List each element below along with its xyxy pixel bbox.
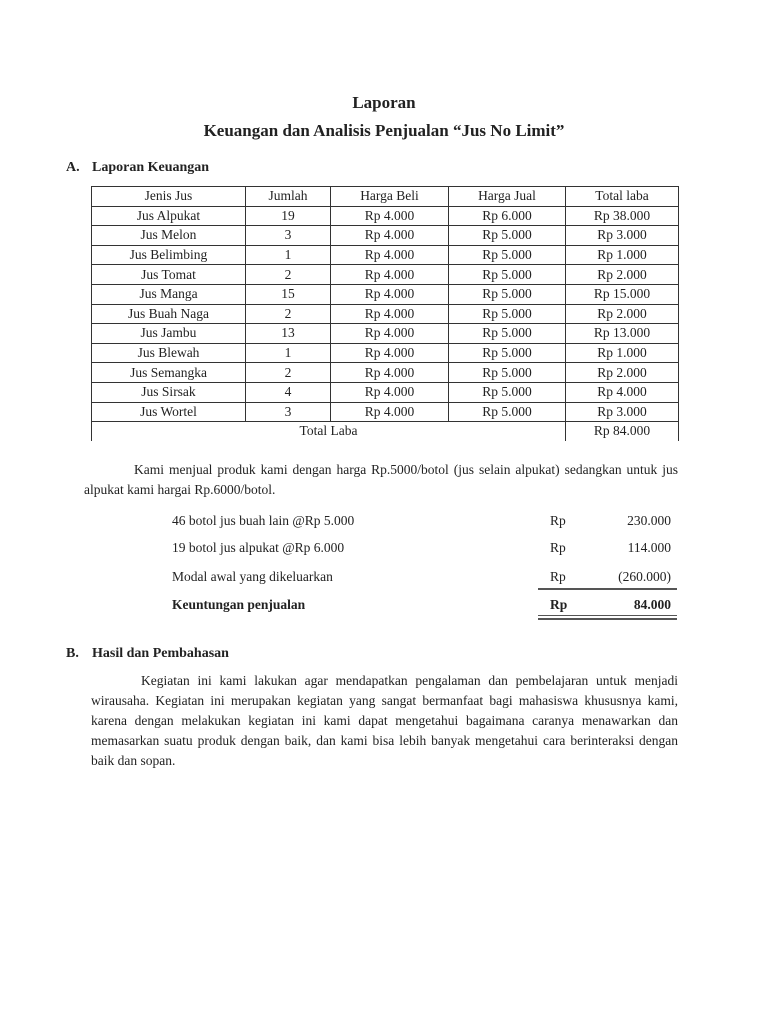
- table-total-row: [92, 422, 679, 441]
- cell: Rp 4.000: [331, 363, 449, 383]
- total-label: Total Laba: [92, 422, 566, 441]
- cell: Rp 4.000: [331, 284, 449, 304]
- cell: Jus Alpukat: [92, 206, 246, 226]
- summary-amount: 230.000: [627, 513, 671, 528]
- summary-row: [172, 569, 677, 589]
- total-value: Rp 84.000: [566, 422, 679, 441]
- cell: Rp 5.000: [449, 245, 566, 265]
- cell: Rp 5.000: [449, 343, 566, 363]
- cell: Rp 5.000: [449, 402, 566, 422]
- section-b-heading: [66, 646, 229, 662]
- header-harga-jual: Harga Jual: [449, 187, 566, 207]
- cell: Jus Sirsak: [92, 382, 246, 402]
- cell: 4: [246, 382, 331, 402]
- table-row: [92, 343, 679, 363]
- double-rule-top: [538, 615, 677, 616]
- header-jumlah: Jumlah: [246, 187, 331, 207]
- table-row: [92, 382, 679, 402]
- table-row: [92, 363, 679, 383]
- cell: Rp 5.000: [449, 265, 566, 285]
- cell: Jus Belimbing: [92, 245, 246, 265]
- cell: Rp 4.000: [331, 245, 449, 265]
- table-row: [92, 402, 679, 422]
- cell: 2: [246, 304, 331, 324]
- summary-currency: Rp: [550, 569, 566, 584]
- double-rule-bottom: [538, 618, 677, 620]
- header-jenis-jus: Jenis Jus: [92, 187, 246, 207]
- cell: Rp 5.000: [449, 284, 566, 304]
- summary-label: 46 botol jus buah lain @Rp 5.000: [172, 513, 355, 528]
- cell: Rp 4.000: [331, 206, 449, 226]
- cell: Rp 5.000: [449, 324, 566, 344]
- cell: Rp 5.000: [449, 382, 566, 402]
- table-row: [92, 226, 679, 246]
- cell: Rp 4.000: [331, 226, 449, 246]
- header-harga-beli: Harga Beli: [331, 187, 449, 207]
- discussion-paragraph: Kegiatan ini kami lakukan agar mendapatkan pengalaman dan pembelajaran untuk menjadi wirausaha. Kegiatan ini merupakan kegiatan yang sangat bermanfaat bagi mahasiswa khususnya kami, karena dengan melakukan kegiatan ini kami dapat mengetahui bagaimana caranya menawarkan dan memasarkan suatu produk dengan baik, dan kami bisa lebih banyak mengetahui cara berinteraksi dengan baik dan sopan.: [91, 673, 678, 768]
- cell: Rp 2.000: [566, 265, 679, 285]
- cell: 15: [246, 284, 331, 304]
- section-a-title: Laporan Keuangan: [92, 160, 210, 175]
- section-a-number: A.: [66, 160, 80, 175]
- financial-table: [91, 186, 679, 441]
- cell: 1: [246, 245, 331, 265]
- section-b-number: B.: [66, 646, 79, 661]
- cell: 2: [246, 363, 331, 383]
- cell: Jus Blewah: [92, 343, 246, 363]
- section-a-heading: [66, 160, 209, 176]
- summary-currency: Rp: [550, 513, 566, 528]
- cell: Rp 4.000: [331, 343, 449, 363]
- document-subtitle: Keuangan dan Analisis Penjualan “Jus No Limit”: [203, 121, 565, 140]
- summary-row: [172, 540, 677, 560]
- cell: Rp 4.000: [331, 304, 449, 324]
- header-total-laba: Total laba: [566, 187, 679, 207]
- table-row: [92, 265, 679, 285]
- cell: Rp 13.000: [566, 324, 679, 344]
- document-title: Laporan: [352, 93, 416, 112]
- cell: Rp 2.000: [566, 363, 679, 383]
- cell: Rp 5.000: [449, 226, 566, 246]
- table-row: [92, 245, 679, 265]
- cell: Rp 4.000: [566, 382, 679, 402]
- cell: 2: [246, 265, 331, 285]
- cell: Rp 2.000: [566, 304, 679, 324]
- cell: Rp 3.000: [566, 226, 679, 246]
- summary-amount: 84.000: [633, 597, 671, 612]
- table-row: [92, 324, 679, 344]
- summary-row: [172, 513, 677, 533]
- section-b-title: Hasil dan Pembahasan: [92, 646, 229, 661]
- cell: 3: [246, 402, 331, 422]
- summary-label: 19 botol jus alpukat @Rp 6.000: [172, 540, 345, 555]
- cell: 1: [246, 343, 331, 363]
- cell: Rp 4.000: [331, 265, 449, 285]
- cell: Rp 6.000: [449, 206, 566, 226]
- cell: 3: [246, 226, 331, 246]
- cell: Rp 15.000: [566, 284, 679, 304]
- summary-amount: (260.000): [618, 569, 671, 584]
- cell: Rp 3.000: [566, 402, 679, 422]
- subtotal-rule: [538, 588, 677, 590]
- cell: Rp 4.000: [331, 324, 449, 344]
- cell: Jus Jambu: [92, 324, 246, 344]
- cell: Jus Melon: [92, 226, 246, 246]
- cell: Jus Wortel: [92, 402, 246, 422]
- cell: Rp 5.000: [449, 304, 566, 324]
- cell: Jus Semangka: [92, 363, 246, 383]
- cell: Jus Tomat: [92, 265, 246, 285]
- cell: 19: [246, 206, 331, 226]
- pricing-paragraph: Kami menjual produk kami dengan harga Rp.5000/botol (jus selain alpukat) sedangkan untuk jus alpukat kami hargai Rp.6000/botol.: [84, 462, 678, 497]
- summary-label: Keuntungan penjualan: [172, 597, 306, 612]
- table-row: [92, 284, 679, 304]
- cell: Jus Buah Naga: [92, 304, 246, 324]
- summary-amount: 114.000: [627, 540, 671, 555]
- summary-currency: Rp: [550, 540, 566, 555]
- summary-total-row: [172, 597, 677, 617]
- table-row: [92, 206, 679, 226]
- cell: Rp 4.000: [331, 382, 449, 402]
- cell: Jus Manga: [92, 284, 246, 304]
- table-row: [92, 304, 679, 324]
- cell: Rp 4.000: [331, 402, 449, 422]
- summary-label: Modal awal yang dikeluarkan: [172, 569, 333, 584]
- table-header-row: [92, 187, 679, 207]
- cell: Rp 1.000: [566, 245, 679, 265]
- summary-currency: Rp: [550, 597, 568, 612]
- cell: Rp 5.000: [449, 363, 566, 383]
- cell: Rp 1.000: [566, 343, 679, 363]
- cell: 13: [246, 324, 331, 344]
- cell: Rp 38.000: [566, 206, 679, 226]
